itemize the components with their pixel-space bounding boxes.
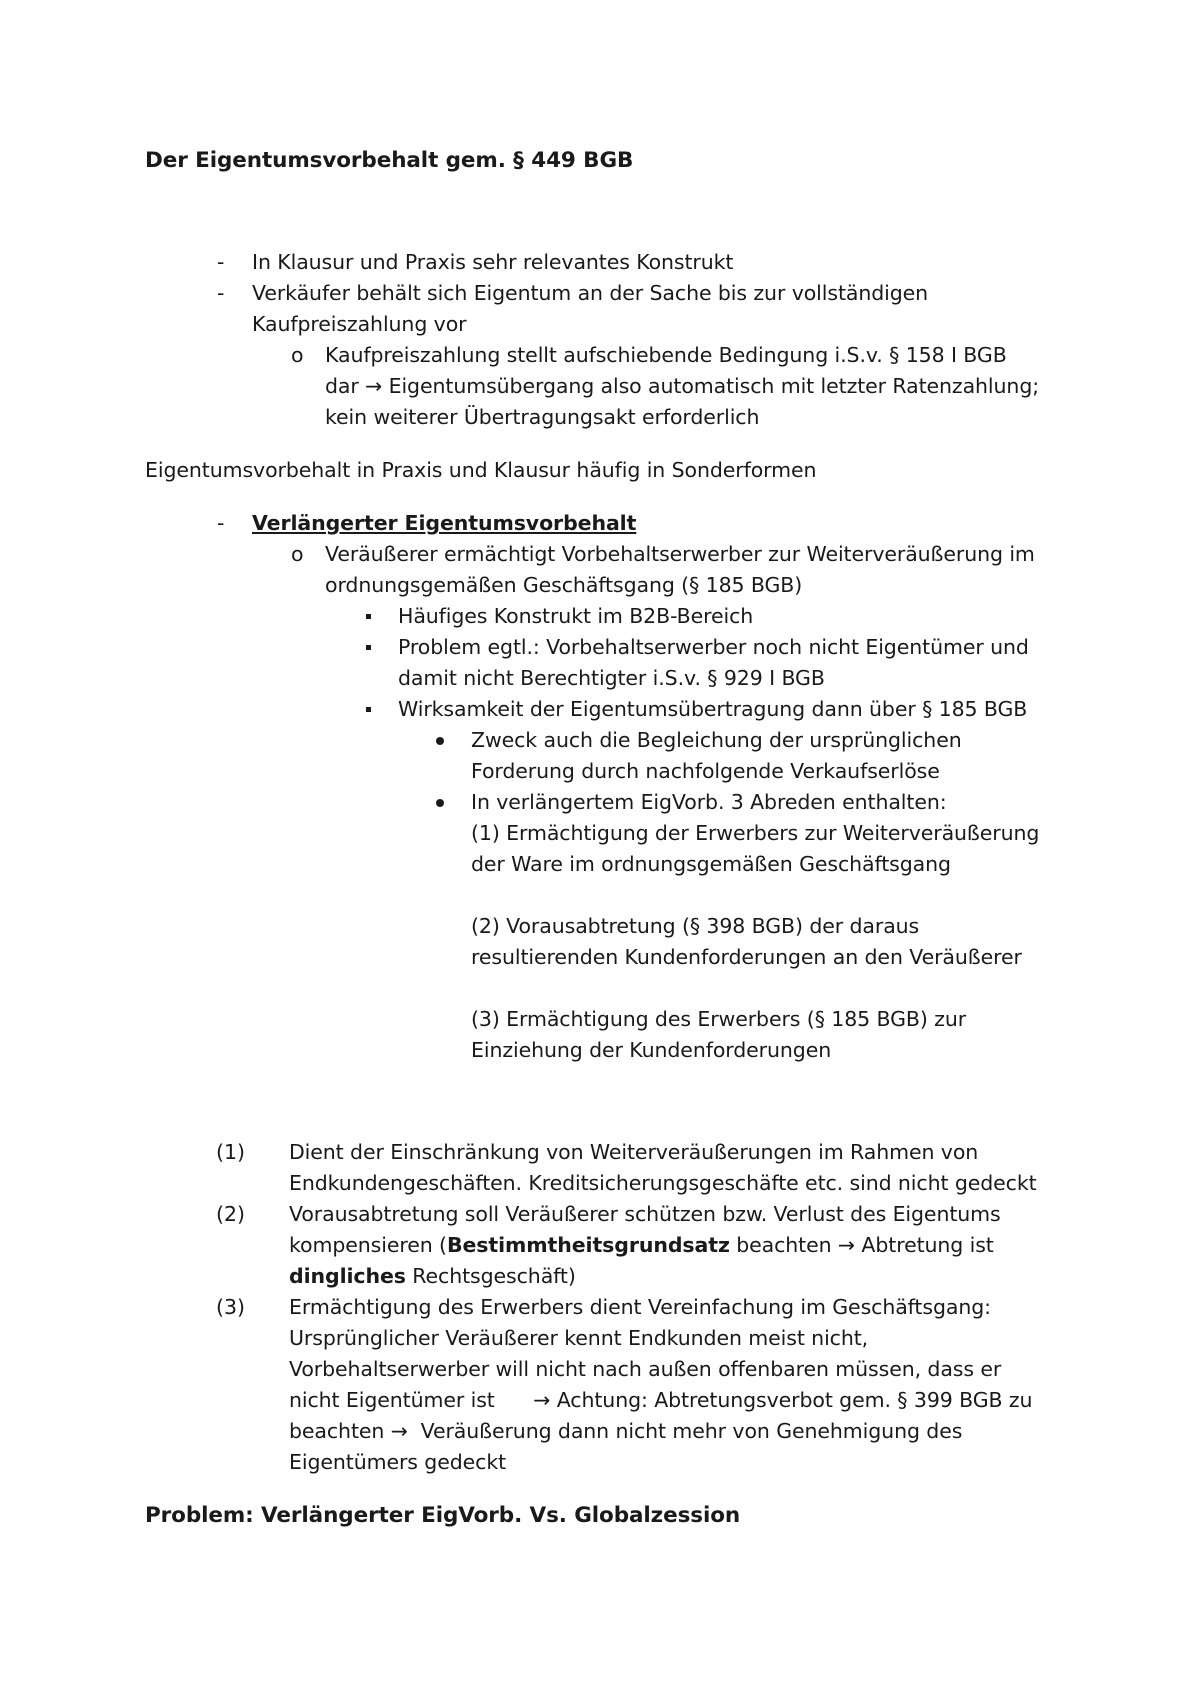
extended-sq3: Wirksamkeit der Eigentumsübertragung dann über § 185 BGB [398, 697, 1028, 721]
square-bullet-icon [366, 645, 371, 650]
numbered-3-line-6: Eigentümers gedeckt [289, 1450, 507, 1474]
extended-b2-line-1: In verlängertem EigVorb. 3 Abreden enthalten: [471, 790, 947, 814]
extended-b2-line-7: Einziehung der Kundenforderungen [471, 1038, 832, 1062]
document-title: Der Eigentumsvorbehalt gem. § 449 BGB [145, 148, 634, 173]
number-label-2: (2) [216, 1202, 246, 1226]
number-label-3: (3) [216, 1295, 246, 1319]
round-bullet-icon [436, 737, 444, 745]
extended-b1-line-2: Forderung durch nachfolgende Verkaufserlöse [471, 759, 940, 783]
circle-bullet: o [291, 343, 304, 367]
number-label-1: (1) [216, 1140, 246, 1164]
dash-bullet: - [217, 511, 225, 535]
numbered-2-line-2 [289, 1230, 994, 1261]
intro-item-2-line-2: Kaufpreiszahlung vor [252, 312, 467, 336]
intro-sub-line-1: Kaufpreiszahlung stellt aufschiebende Bedingung i.S.v. § 158 I BGB [325, 343, 1007, 367]
extended-sq2-line-2: damit nicht Berechtigter i.S.v. § 929 I BGB [398, 666, 825, 690]
numbered-2-line-1: Vorausabtretung soll Veräußerer schützen bzw. Verlust des Eigentums [289, 1202, 1001, 1226]
dash-bullet: - [217, 250, 225, 274]
round-bullet-icon [436, 799, 444, 807]
numbered-3-line-4: nicht Eigentümer ist → Achtung: Abtretungsverbot gem. § 399 BGB zu [289, 1388, 1033, 1412]
numbered-3-line-1: Ermächtigung des Erwerbers dient Vereinfachung im Geschäftsgang: [289, 1295, 991, 1319]
extended-o1-line-1: Veräußerer ermächtigt Vorbehaltserwerber zur Weiterveräußerung im [325, 542, 1035, 566]
extended-sq2-line-1: Problem egtl.: Vorbehaltserwerber noch nicht Eigentümer und [398, 635, 1029, 659]
extended-sq1: Häufiges Konstrukt im B2B-Bereich [398, 604, 754, 628]
circle-bullet: o [291, 542, 304, 566]
extended-b2-line-2: (1) Ermächtigung der Erwerbers zur Weiterveräußerung [471, 821, 1040, 845]
extended-b2-line-6: (3) Ermächtigung des Erwerbers (§ 185 BGB) zur [471, 1007, 967, 1031]
bold-term: dingliches [289, 1264, 406, 1288]
numbered-3-line-2: Ursprünglicher Veräußerer kennt Endkunden meist nicht, [289, 1326, 869, 1350]
numbered-1-line-2: Endkundengeschäften. Kreditsicherungsgeschäfte etc. sind nicht gedeckt [289, 1171, 1037, 1195]
text-run: kompensieren ( [289, 1233, 447, 1257]
square-bullet-icon [366, 707, 371, 712]
numbered-2-line-3 [289, 1261, 576, 1292]
dash-bullet: - [217, 281, 225, 305]
intro-item-1: In Klausur und Praxis sehr relevantes Konstrukt [252, 250, 734, 274]
square-bullet-icon [366, 614, 371, 619]
intro-item-2-line-1: Verkäufer behält sich Eigentum an der Sache bis zur vollständigen [252, 281, 929, 305]
text-run: Rechtsgeschäft) [405, 1264, 576, 1288]
extended-o1-line-2: ordnungsgemäßen Geschäftsgang (§ 185 BGB) [325, 573, 803, 597]
numbered-1-line-1: Dient der Einschränkung von Weiterveräußerungen im Rahmen von [289, 1140, 979, 1164]
section-line: Eigentumsvorbehalt in Praxis und Klausur häufig in Sonderformen [145, 458, 817, 482]
numbered-3-line-5: beachten → Veräußerung dann nicht mehr von Genehmigung des [289, 1419, 963, 1443]
extended-b1-line-1: Zweck auch die Begleichung der ursprünglichen [471, 728, 962, 752]
intro-sub-line-3: kein weiterer Übertragungsakt erforderlich [325, 405, 760, 429]
bold-term: Bestimmtheitsgrundsatz [446, 1233, 730, 1257]
extended-heading: Verlängerter Eigentumsvorbehalt [252, 511, 637, 535]
extended-b2-line-4: (2) Vorausabtretung (§ 398 BGB) der daraus [471, 914, 920, 938]
problem-heading: Problem: Verlängerter EigVorb. Vs. Globalzession [145, 1503, 741, 1528]
numbered-3-line-3: Vorbehaltserwerber will nicht nach außen offenbaren müssen, dass er [289, 1357, 1002, 1381]
intro-sub-line-2: dar → Eigentumsübergang also automatisch mit letzter Ratenzahlung; [325, 374, 1040, 398]
text-run: beachten → Abtretung ist [729, 1233, 994, 1257]
extended-b2-line-3: der Ware im ordnungsgemäßen Geschäftsgang [471, 852, 951, 876]
extended-b2-line-5: resultierenden Kundenforderungen an den Veräußerer [471, 945, 1022, 969]
